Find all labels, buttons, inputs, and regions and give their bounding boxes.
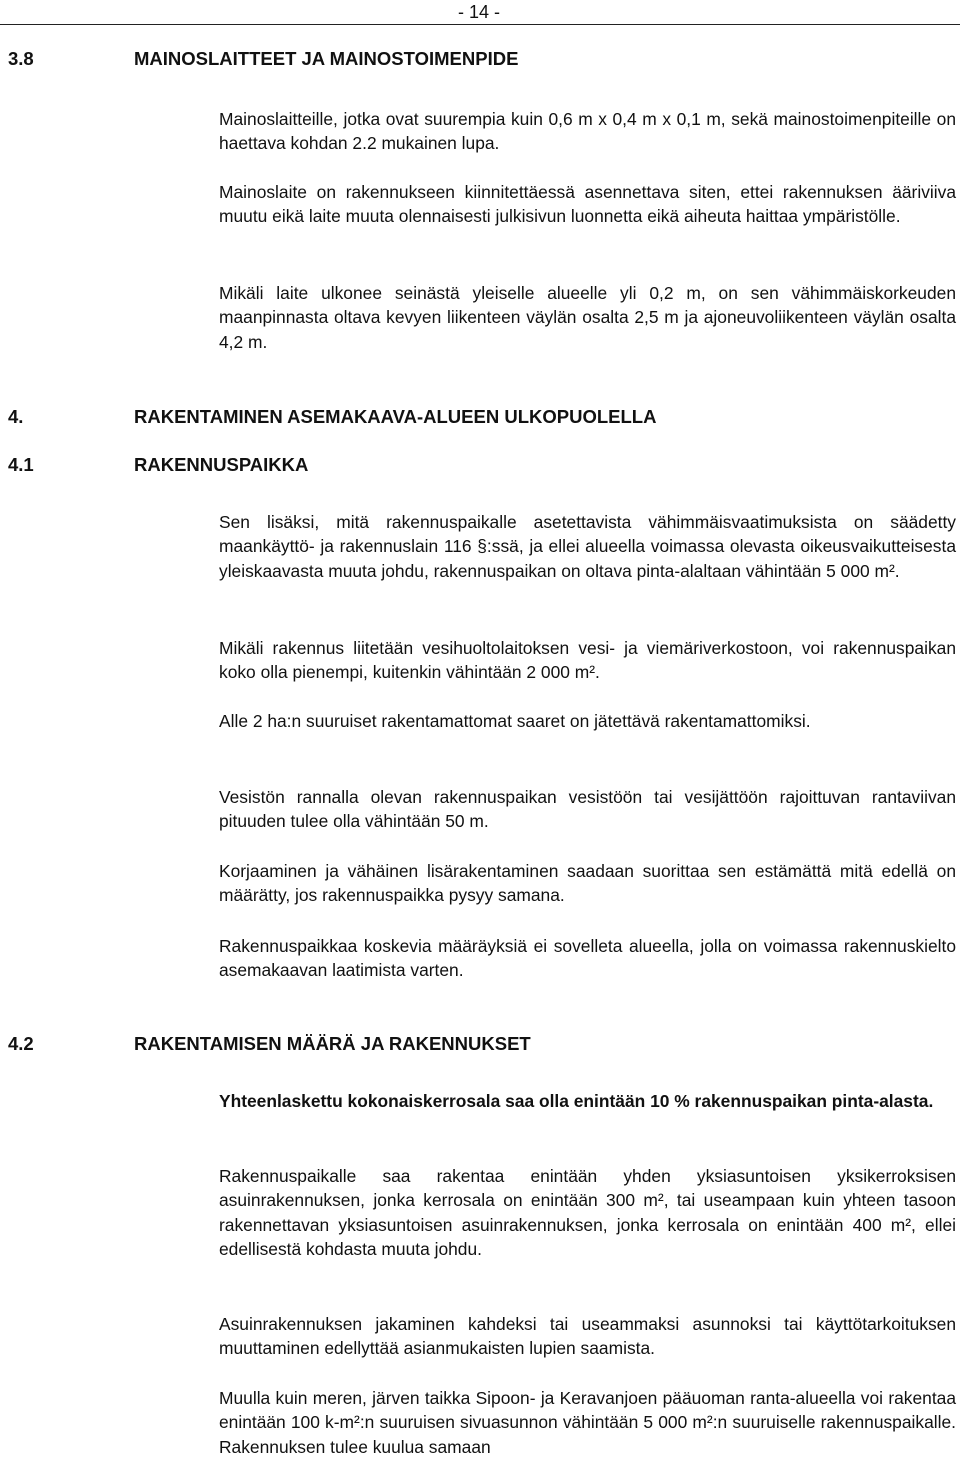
section-number: 4.1 <box>8 454 34 475</box>
section-number: 3.8 <box>8 48 34 69</box>
paragraph: Rakennuspaikkaa koskevia määräyksiä ei sovelleta alueella, jolla on voimassa rakennuskielto asemakaavan laatimista varten. <box>219 936 956 981</box>
paragraph: Mainoslaitteille, jotka ovat suurempia kuin 0,6 m x 0,4 m x 0,1 m, sekä mainostoimenpiteille on haettava kohdan 2.2 mukainen lupa. <box>219 109 956 154</box>
paragraph: Mikäli rakennus liitetään vesihuoltolaitoksen vesi- ja viemäriverkostoon, voi rakennuspaikan koko olla pienempi, kuitenkin vähintään 2 000 m². <box>219 638 956 683</box>
section-title: RAKENTAMISEN MÄÄRÄ JA RAKENNUKSET <box>134 1033 531 1054</box>
paragraph: Korjaaminen ja vähäinen lisärakentaminen saadaan suorittaa sen estämättä mitä edellä on määrätty, jos rakennuspaikka pysyy samana. <box>219 861 956 906</box>
paragraph: Vesistön rannalla olevan rakennuspaikan vesistöön tai vesijättöön rajoittuvan rantaviivan pituuden tulee olla vähintään 50 m. <box>219 787 956 832</box>
section-heading-4-2 <box>0 1031 960 1057</box>
paragraph: Alle 2 ha:n suuruiset rakentamattomat saaret on jätettävä rakentamattomiksi. <box>219 711 811 731</box>
page-number: - 14 - <box>458 2 501 22</box>
paragraph-emphasized: Yhteenlaskettu kokonaiskerrosala saa olla enintään 10 % rakennuspaikan pinta-alasta. <box>219 1091 934 1111</box>
section-number: 4. <box>8 406 24 427</box>
paragraph: Muulla kuin meren, järven taikka Sipoon- ja Keravanjoen pääuoman ranta-alueella voi rakentaa enintään 100 k-m²:n suuruisen sivuasunnon vähintään 5 000 m²:n suuruiselle rakennuspaikalle. Rakennuksen tulee kuulua samaan <box>219 1388 956 1457</box>
section-heading-4 <box>0 404 960 430</box>
section-heading-3-8 <box>0 46 960 72</box>
paragraph: Rakennuspaikalle saa rakentaa enintään yhden yksiasuntoisen yksikerroksisen asuinrakennuksen, jonka kerrosala on enintään 300 m², tai useampaan kuin yhteen tasoon rakennettavan yksiasuntoisen asuinrakennuksen, jonka kerrosala on enintään 400 m², ellei edellisestä kohdasta muuta johdu. <box>219 1166 956 1260</box>
section-heading-4-1 <box>0 452 960 478</box>
section-title: RAKENNUSPAIKKA <box>134 454 309 475</box>
paragraph: Sen lisäksi, mitä rakennuspaikalle asetettavista vähimmäisvaatimuksista on säädetty maankäyttö- ja rakennuslain 116 §:ssä, ja ellei alueella voimassa olevasta oikeusvaikutteisesta yleiskaavasta muuta johdu, rakennuspaikan on oltava pinta-alaltaan vähintään 5 000 m². <box>219 512 956 581</box>
paragraph: Asuinrakennuksen jakaminen kahdeksi tai useammaksi asunnoksi tai käyttötarkoituksen muuttaminen edellyttää asianmukaisten lupien saamista. <box>219 1314 956 1359</box>
paragraph: Mainoslaite on rakennukseen kiinnitettäessä asennettava siten, ettei rakennuksen ääriviiva muutu eikä laite muuta olennaisesti julkisivun luonnetta eikä aiheuta haittaa ympäristölle. <box>219 182 956 227</box>
paragraph: Mikäli laite ulkonee seinästä yleiselle alueelle yli 0,2 m, on sen vähimmäiskorkeuden maanpinnasta oltava kevyen liikenteen väylän osalta 2,5 m ja ajoneuvoliikenteen väylän osalta 4,2 m. <box>219 283 956 352</box>
header-rule <box>0 24 960 25</box>
section-title: MAINOSLAITTEET JA MAINOSTOIMENPIDE <box>134 48 519 69</box>
section-title: RAKENTAMINEN ASEMAKAAVA-ALUEEN ULKOPUOLELLA <box>134 406 657 427</box>
section-number: 4.2 <box>8 1033 34 1054</box>
